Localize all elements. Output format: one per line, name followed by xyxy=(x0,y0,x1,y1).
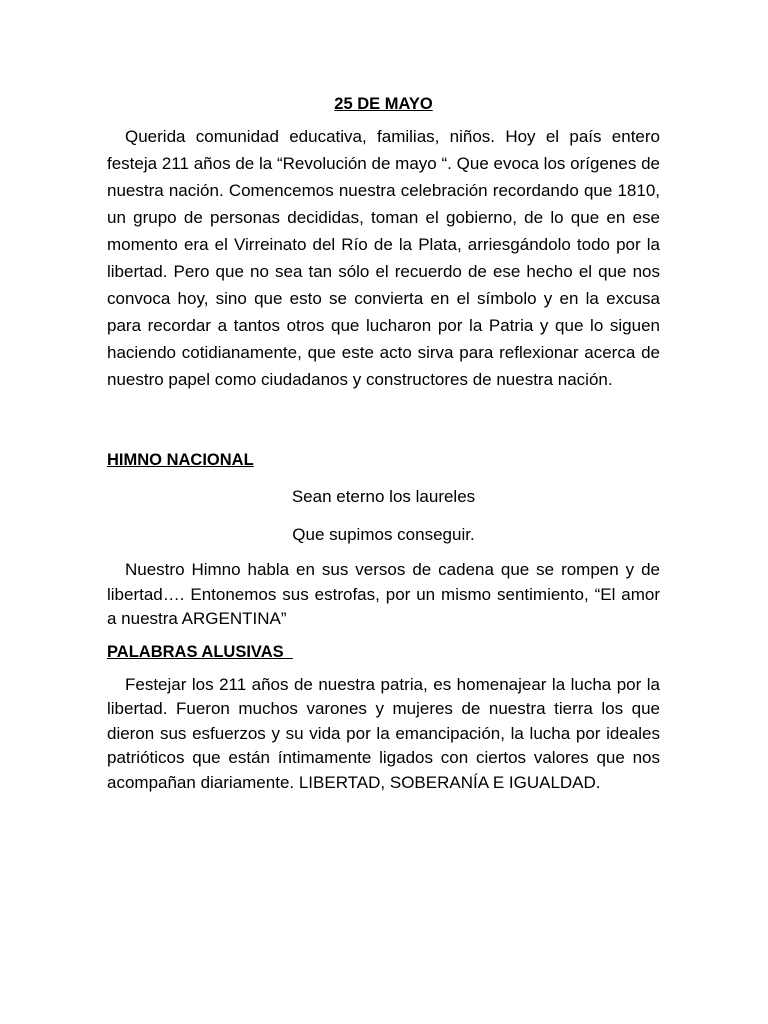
spacer xyxy=(107,393,660,450)
himno-verse-1: Sean eterno los laureles xyxy=(291,487,476,506)
intro-paragraph: Querida comunidad educativa, familias, niños. Hoy el país entero festeja 211 años de la “Revolución de mayo “. Que evoca los orígenes de nuestra nación. Comencemos nuestra celebración recordando que 1810, un grupo de personas decididas, toman el gobierno, de lo que en ese momento era el Virreinato del Río de la Plata, arriesgándolo todo por la libertad. Pero que no sea tan sólo el recuerdo de ese hecho el que nos convoca hoy, sino que esto se convierta en el símbolo y en la excusa para recordar a tantos otros que lucharon por la Patria y que lo siguen haciendo cotidianamente, que este acto sirva para reflexionar acerca de nuestro papel como ciudadanos y constructores de nuestra nación. xyxy=(107,127,660,389)
spacer xyxy=(107,662,660,673)
himno-verse-2: Que supimos conseguir. xyxy=(292,525,475,544)
document-page xyxy=(107,94,660,795)
spacer xyxy=(107,545,660,558)
document-title: 25 DE MAYO xyxy=(334,95,433,113)
spacer xyxy=(107,632,660,642)
himno-heading: HIMNO NACIONAL xyxy=(107,451,254,469)
himno-paragraph: Nuestro Himno habla en sus versos de cadena que se rompen y de libertad…. Entonemos sus estrofas, por un mismo sentimiento, “El amor a nuestra ARGENTINA” xyxy=(107,560,660,628)
palabras-heading xyxy=(107,642,660,662)
palabras-paragraph: Festejar los 211 años de nuestra patria, es homenajear la lucha por la libertad. Fueron muchos varones y mujeres de nuestra tierra los que dieron sus esfuerzos y su vida por la emancipación, la lucha por ideales patrióticos que están íntimamente ligados con ciertos valores que nos acompañan diariamente. LIBERTAD, SOBERANÍA E IGUALDAD. xyxy=(107,674,660,792)
spacer xyxy=(107,470,660,487)
palabras-heading-text: PALABRAS ALUSIVAS xyxy=(107,642,293,661)
spacer xyxy=(107,507,660,525)
